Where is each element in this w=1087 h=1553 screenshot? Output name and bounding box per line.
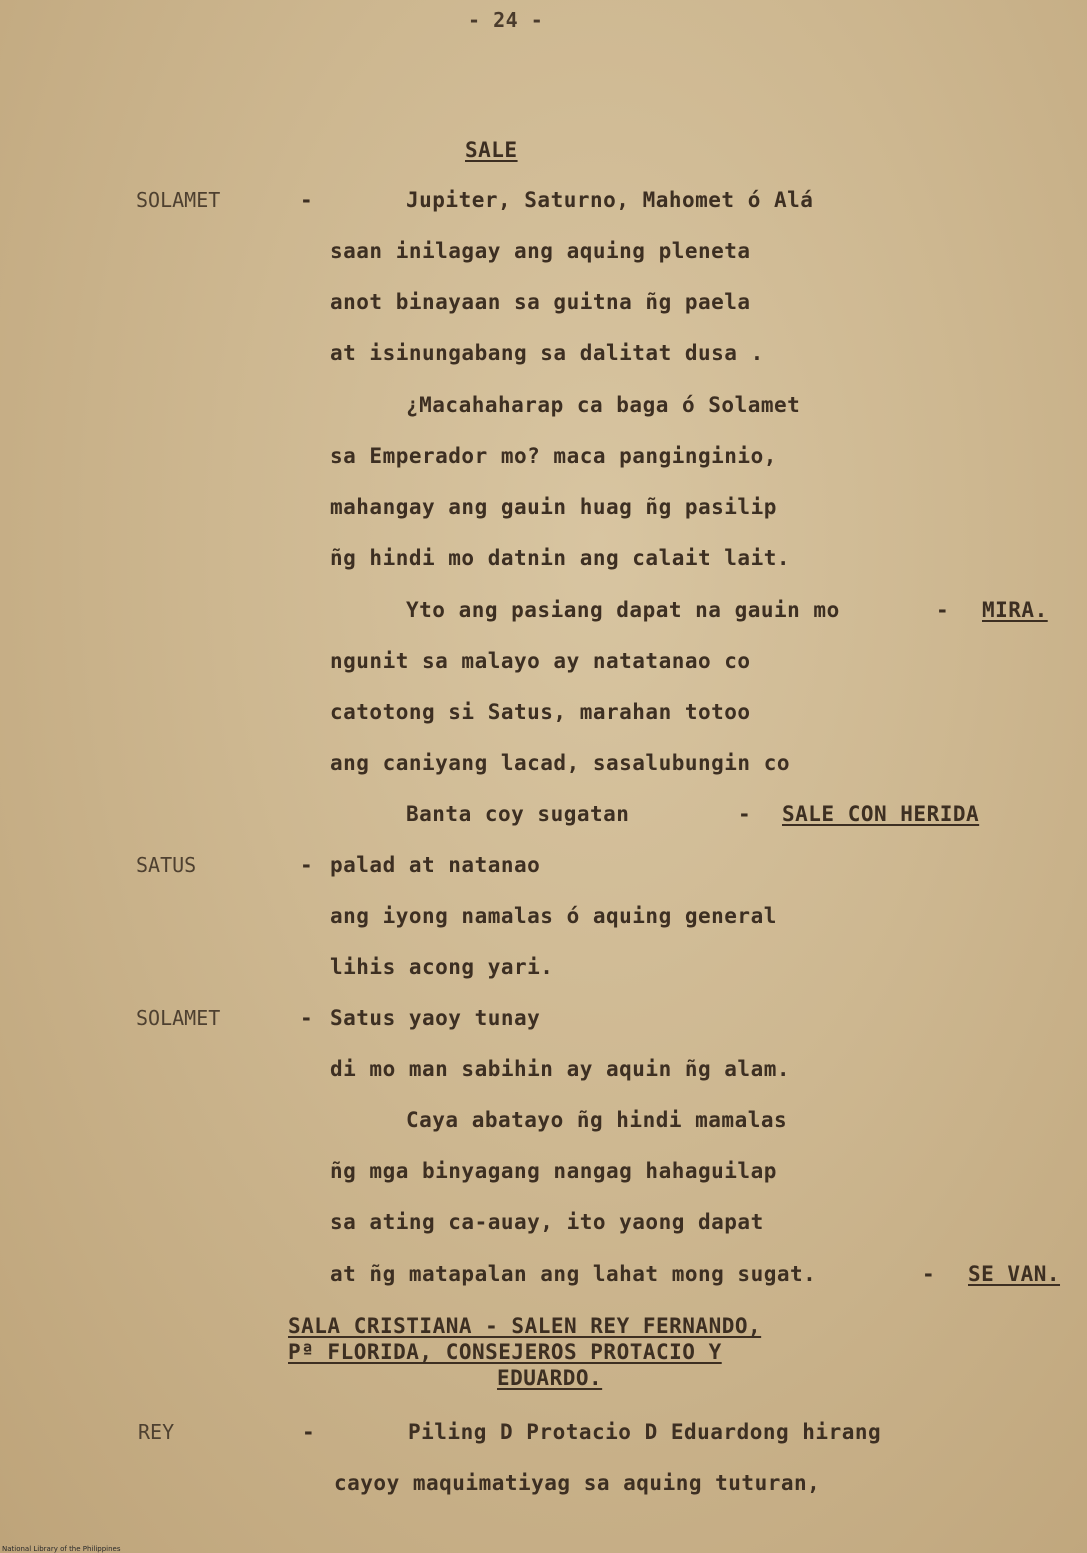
scene-heading: SALE xyxy=(465,138,518,162)
verse-line: at ñg matapalan ang lahat mong sugat. xyxy=(330,1262,817,1286)
verse-line: ang iyong namalas ó aquing general xyxy=(330,904,777,928)
verse-line: Caya abatayo ñg hindi mamalas xyxy=(406,1108,788,1132)
dash: - xyxy=(936,598,950,622)
dash: - xyxy=(300,188,314,212)
verse-line: Jupiter, Saturno, Mahomet ó Alá xyxy=(406,188,814,212)
verse-line: saan inilagay ang aquing pleneta xyxy=(330,239,751,263)
stage-direction: SE VAN. xyxy=(968,1262,1061,1286)
verse-line: catotong si Satus, marahan totoo xyxy=(330,700,751,724)
verse-line: Yto ang pasiang dapat na gauin mo xyxy=(406,598,840,622)
verse-line: lihis acong yari. xyxy=(330,955,554,979)
verse-line: ¿Macahaharap ca baga ó Solamet xyxy=(406,393,801,417)
verse-line: sa Emperador mo? maca panginginio, xyxy=(330,444,777,468)
scene-direction-line: EDUARDO. xyxy=(497,1366,603,1390)
verse-line: cayoy maquimatiyag sa aquing tuturan, xyxy=(334,1471,821,1495)
verse-line: Banta coy sugatan xyxy=(406,802,630,826)
dash: - xyxy=(922,1262,936,1286)
scene-direction-line: SALA CRISTIANA - SALEN REY FERNANDO, xyxy=(288,1314,762,1338)
dash: - xyxy=(302,1420,316,1444)
verse-line: ngunit sa malayo ay natatanao co xyxy=(330,649,751,673)
verse-line: mahangay ang gauin huag ñg pasilip xyxy=(330,495,777,519)
speaker-label: SOLAMET xyxy=(136,1006,221,1030)
verse-line: ñg hindi mo datnin ang calait lait. xyxy=(330,546,791,570)
verse-line: Satus yaoy tunay xyxy=(330,1006,541,1030)
verse-line: at isinungabang sa dalitat dusa . xyxy=(330,341,764,365)
stage-direction: MIRA. xyxy=(982,598,1048,622)
dash: - xyxy=(300,1006,314,1030)
verse-line: Piling D Protacio D Eduardong hirang xyxy=(408,1420,882,1444)
dash: - xyxy=(300,853,314,877)
speaker-label: SOLAMET xyxy=(136,188,221,212)
verse-line: palad at natanao xyxy=(330,853,541,877)
scene-direction-line: Pª FLORIDA, CONSEJEROS PROTACIO Y xyxy=(288,1340,722,1364)
verse-line: di mo man sabihin ay aquin ñg alam. xyxy=(330,1057,791,1081)
dash: - xyxy=(738,802,752,826)
page-number: - 24 - xyxy=(468,8,544,32)
stage-direction: SALE CON HERIDA xyxy=(782,802,980,826)
verse-line: sa ating ca-auay, ito yaong dapat xyxy=(330,1210,764,1234)
speaker-label: SATUS xyxy=(136,853,197,877)
verse-line: ñg mga binyagang nangag hahaguilap xyxy=(330,1159,777,1183)
speaker-label: REY xyxy=(138,1420,175,1444)
footer-attribution: National Library of the Philippines xyxy=(2,1545,121,1553)
verse-line: anot binayaan sa guitna ñg paela xyxy=(330,290,751,314)
verse-line: ang caniyang lacad, sasalubungin co xyxy=(330,751,791,775)
